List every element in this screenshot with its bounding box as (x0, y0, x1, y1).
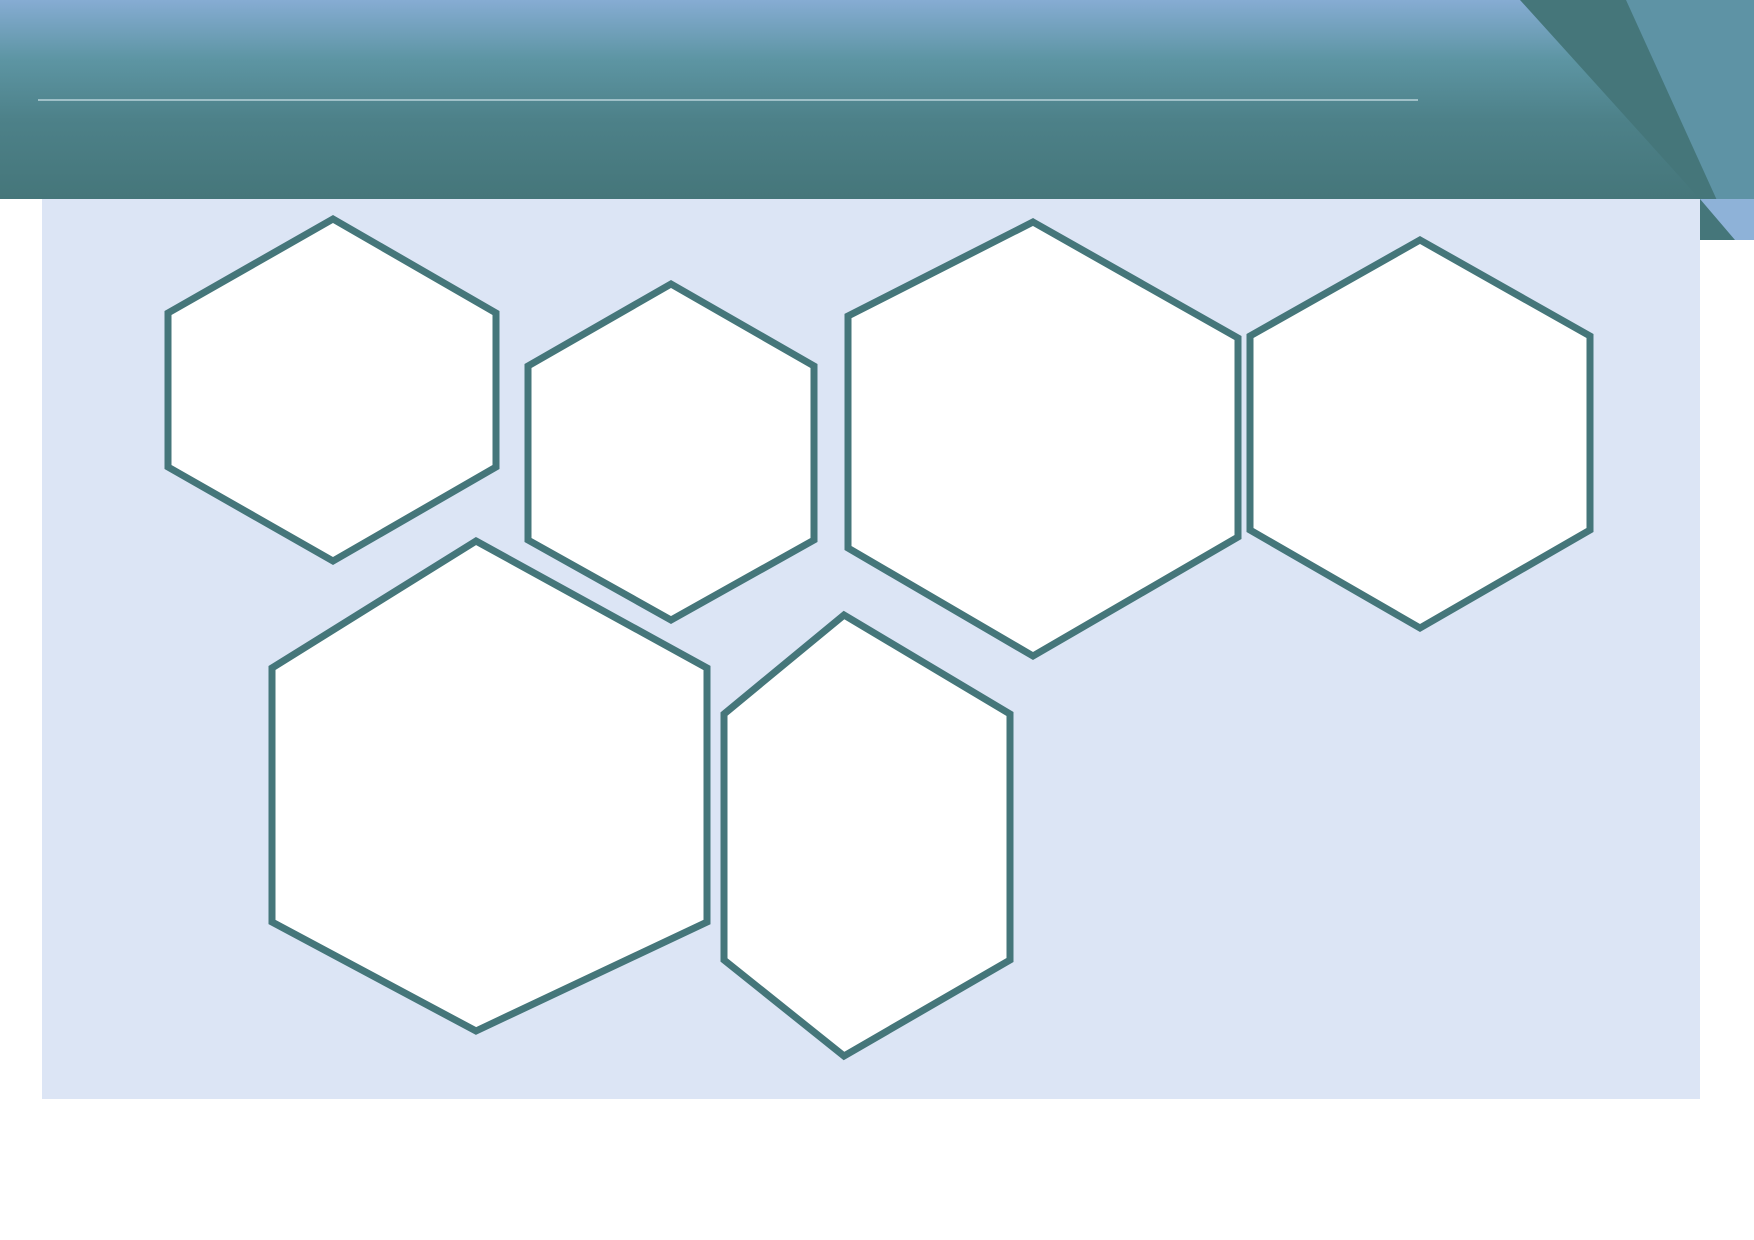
step-4-hexagon (724, 615, 1010, 1056)
step-2-hexagon (272, 541, 707, 1031)
step-1-hexagon (168, 219, 496, 561)
step-7-hexagon (1250, 240, 1590, 628)
step-5-hexagon (848, 222, 1238, 656)
step-3-hexagon (528, 284, 814, 620)
